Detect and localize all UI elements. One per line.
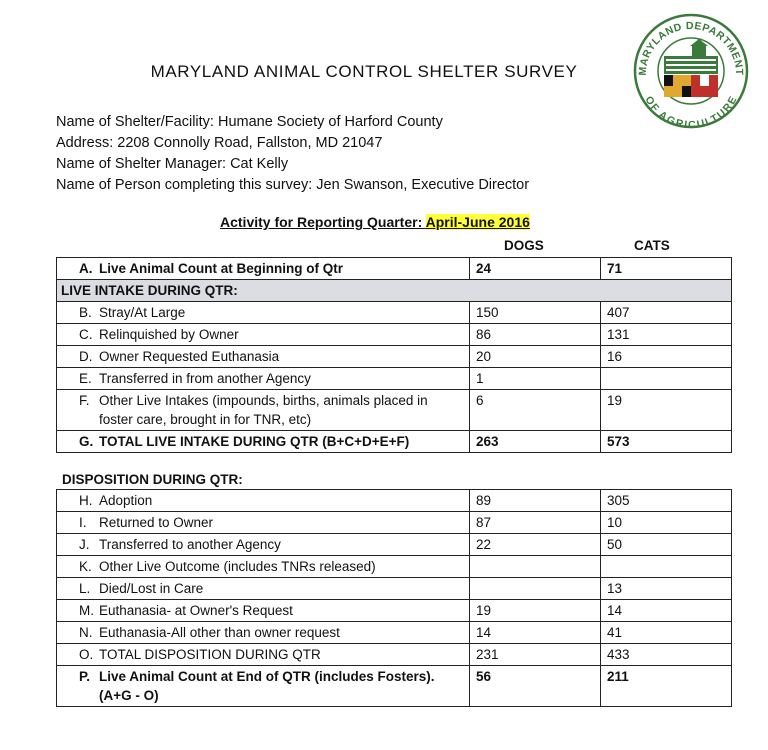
cats-cell: 13: [601, 578, 732, 600]
dogs-cell: 6: [470, 390, 601, 431]
table-row: [57, 578, 732, 600]
cats-cell: 407: [601, 302, 732, 324]
row-label: P. Live Animal Count at End of QTR (includes Fosters). (A+G - O): [57, 666, 470, 707]
row-label: M. Euthanasia- at Owner's Request: [57, 600, 470, 622]
row-label: A. Live Animal Count at Beginning of Qtr: [57, 258, 470, 280]
seal-top-text: MARYLAND DEPARTMENT: [636, 19, 746, 76]
table-row: [57, 346, 732, 368]
maryland-agriculture-seal: [632, 12, 750, 130]
table-row: [57, 622, 732, 644]
cats-cell: [601, 556, 732, 578]
survey-completer: Name of Person completing this survey: Jen Swanson, Executive Director: [56, 177, 530, 193]
section-row: [57, 280, 732, 302]
cats-cell: 41: [601, 622, 732, 644]
table-row: [57, 534, 732, 556]
dogs-cell: 1: [470, 368, 601, 390]
dogs-cell: 14: [470, 622, 601, 644]
dogs-cell: 87: [470, 512, 601, 534]
dogs-cell: [470, 578, 601, 600]
seal-bottom-text: OF AGRICULTURE: [642, 94, 740, 130]
table-row: [57, 368, 732, 390]
table-row: [57, 600, 732, 622]
cats-cell: 50: [601, 534, 732, 556]
activity-period: April-June 2016: [425, 214, 530, 230]
cats-cell: 211: [601, 666, 732, 707]
dogs-cell: 56: [470, 666, 601, 707]
cats-column-header: CATS: [634, 238, 670, 253]
dogs-cell: [470, 556, 601, 578]
table-row: [57, 324, 732, 346]
table-row: [57, 390, 732, 431]
row-label: G. TOTAL LIVE INTAKE DURING QTR (B+C+D+E+F): [57, 431, 470, 453]
dogs-cell: 150: [470, 302, 601, 324]
dogs-cell: 231: [470, 644, 601, 666]
row-label: L. Died/Lost in Care: [57, 578, 470, 600]
page-title: MARYLAND ANIMAL CONTROL SHELTER SURVEY: [150, 62, 578, 81]
svg-text:OF AGRICULTURE: [642, 94, 739, 130]
row-label: J. Transferred to another Agency: [57, 534, 470, 556]
row-label: N. Euthanasia-All other than owner request: [57, 622, 470, 644]
dogs-cell: 24: [470, 258, 601, 280]
cats-cell: 573: [601, 431, 732, 453]
table-row: [57, 512, 732, 534]
shelter-manager: Name of Shelter Manager: Cat Kelly: [56, 156, 289, 172]
dogs-column-header: DOGS: [504, 238, 544, 253]
cats-cell: 10: [601, 512, 732, 534]
cats-cell: 305: [601, 490, 732, 512]
dogs-cell: 22: [470, 534, 601, 556]
intake-section-label: LIVE INTAKE DURING QTR:: [57, 280, 732, 302]
row-label: K. Other Live Outcome (includes TNRs released): [57, 556, 470, 578]
row-label: C. Relinquished by Owner: [57, 324, 470, 346]
cats-cell: 19: [601, 390, 732, 431]
cats-cell: 16: [601, 346, 732, 368]
cats-cell: [601, 368, 732, 390]
row-label: H. Adoption: [57, 490, 470, 512]
table-row: [57, 431, 732, 453]
activity-heading: [220, 214, 530, 230]
cats-cell: 14: [601, 600, 732, 622]
table-row: [57, 556, 732, 578]
table-row: [57, 490, 732, 512]
table-row: [57, 302, 732, 324]
intake-table: [56, 257, 732, 453]
dogs-cell: 89: [470, 490, 601, 512]
dogs-cell: 20: [470, 346, 601, 368]
row-label: F. Other Live Intakes (impounds, births, animals placed in foster care, brought in for TNR, etc): [57, 390, 470, 431]
table-row: [57, 666, 732, 707]
shelter-name: Name of Shelter/Facility: Humane Society of Harford County: [56, 114, 443, 130]
cats-cell: 131: [601, 324, 732, 346]
activity-label: Activity for Reporting Quarter:: [220, 214, 426, 230]
dogs-cell: 86: [470, 324, 601, 346]
row-label: O. TOTAL DISPOSITION DURING QTR: [57, 644, 470, 666]
dogs-cell: 263: [470, 431, 601, 453]
row-label: D. Owner Requested Euthanasia: [57, 346, 470, 368]
dogs-cell: 19: [470, 600, 601, 622]
shelter-info: [56, 112, 529, 196]
table-row: [57, 258, 732, 280]
disposition-section-label: DISPOSITION DURING QTR:: [62, 472, 243, 487]
cats-cell: 433: [601, 644, 732, 666]
table-row: [57, 644, 732, 666]
row-label: E. Transferred in from another Agency: [57, 368, 470, 390]
row-label: B. Stray/At Large: [57, 302, 470, 324]
shelter-address: Address: 2208 Connolly Road, Fallston, MD 21047: [56, 135, 383, 151]
cats-cell: 71: [601, 258, 732, 280]
disposition-table: [56, 489, 732, 707]
seal-barn: [692, 46, 706, 58]
row-label: I. Returned to Owner: [57, 512, 470, 534]
